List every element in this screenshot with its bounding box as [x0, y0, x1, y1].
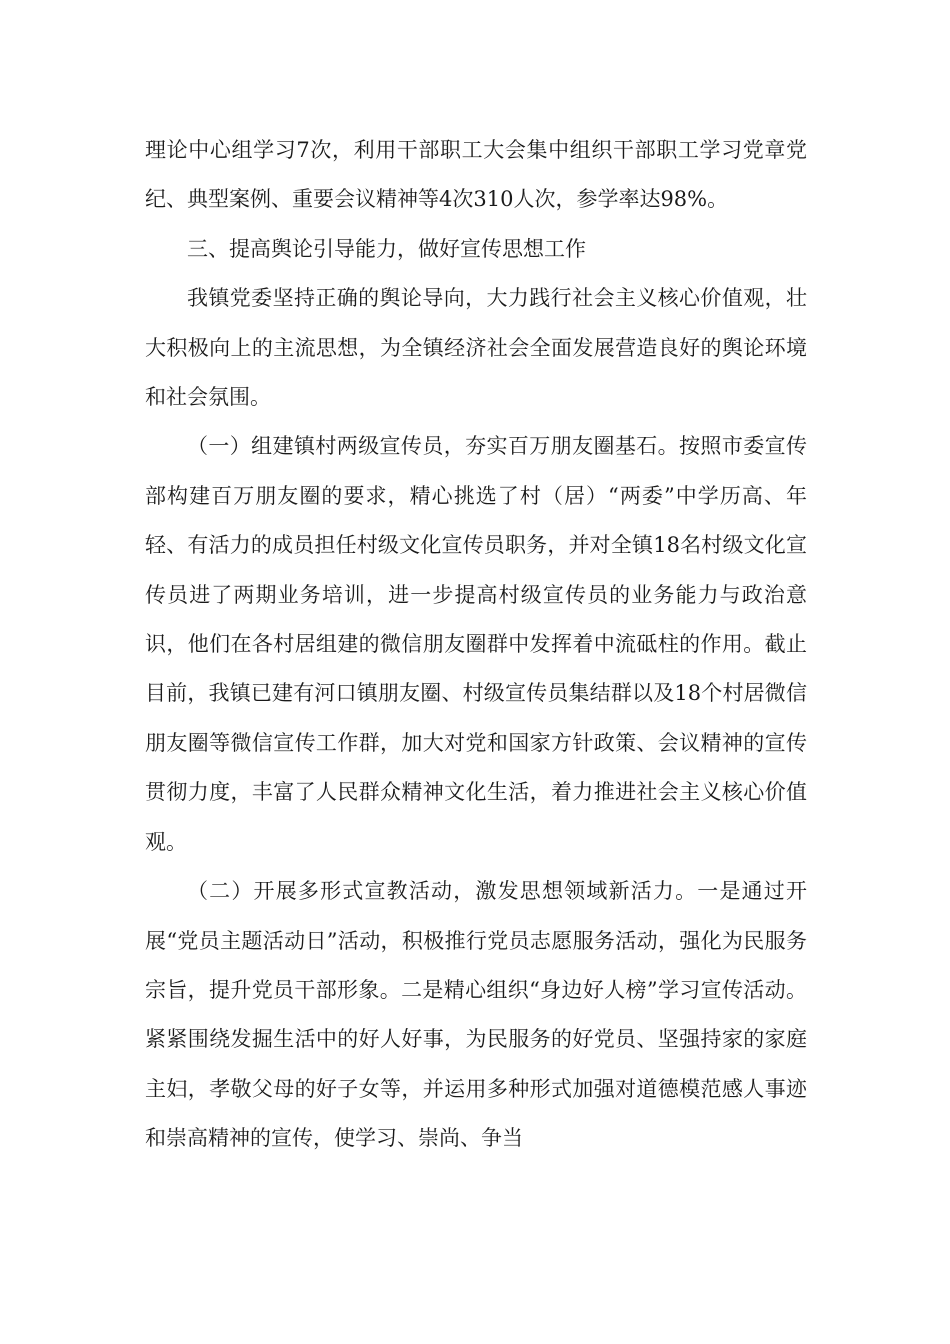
- document-body: [145, 126, 807, 1164]
- paragraph-study-summary: 理论中心组学习7次，利用干部职工大会集中组织干部职工学习党章党纪、典型案例、重要会议精神等4次310人次，参学率达98%。: [145, 138, 807, 212]
- paragraph-public-opinion: 我镇党委坚持正确的舆论导向，大力践行社会主义核心价值观，壮大积极向上的主流思想，为全镇经济社会全面发展营造良好的舆论环境和社会氛围。: [145, 286, 807, 410]
- section-heading-publicity: 三、提高舆论引导能力，做好宣传思想工作: [187, 236, 586, 261]
- paragraph-education-activities: （二）开展多形式宣教活动，激发思想领域新活力。一是通过开展“党员主题活动日”活动，积极推行党员志愿服务活动，强化为民服务宗旨，提升党员干部形象。二是精心组织“身边好人榜”学习宣传活动。紧紧围绕发掘生活中的好人好事，为民服务的好党员、坚强持家的家庭主妇，孝敬父母的好子女等，并运用多种形式加强对道德模范感人事迹和崇高精神的宣传，使学习、崇尚、争当: [145, 879, 807, 1151]
- paragraph-propagandist-network: （一）组建镇村两级宣传员，夯实百万朋友圈基石。按照市委宣传部构建百万朋友圈的要求，精心挑选了村（居）“两委”中学历高、年轻、有活力的成员担任村级文化宣传员职务，并对全镇18名村级文化宣传员进了两期业务培训，进一步提高村级宣传员的业务能力与政治意识，他们在各村居组建的微信朋友圈群中发挥着中流砥柱的作用。截止目前，我镇已建有河口镇朋友圈、村级宣传员集结群以及18个村居微信朋友圈等微信宣传工作群，加大对党和国家方针政策、会议精神的宣传贯彻力度，丰富了人民群众精神文化生活，着力推进社会主义核心价值观。: [145, 434, 807, 854]
